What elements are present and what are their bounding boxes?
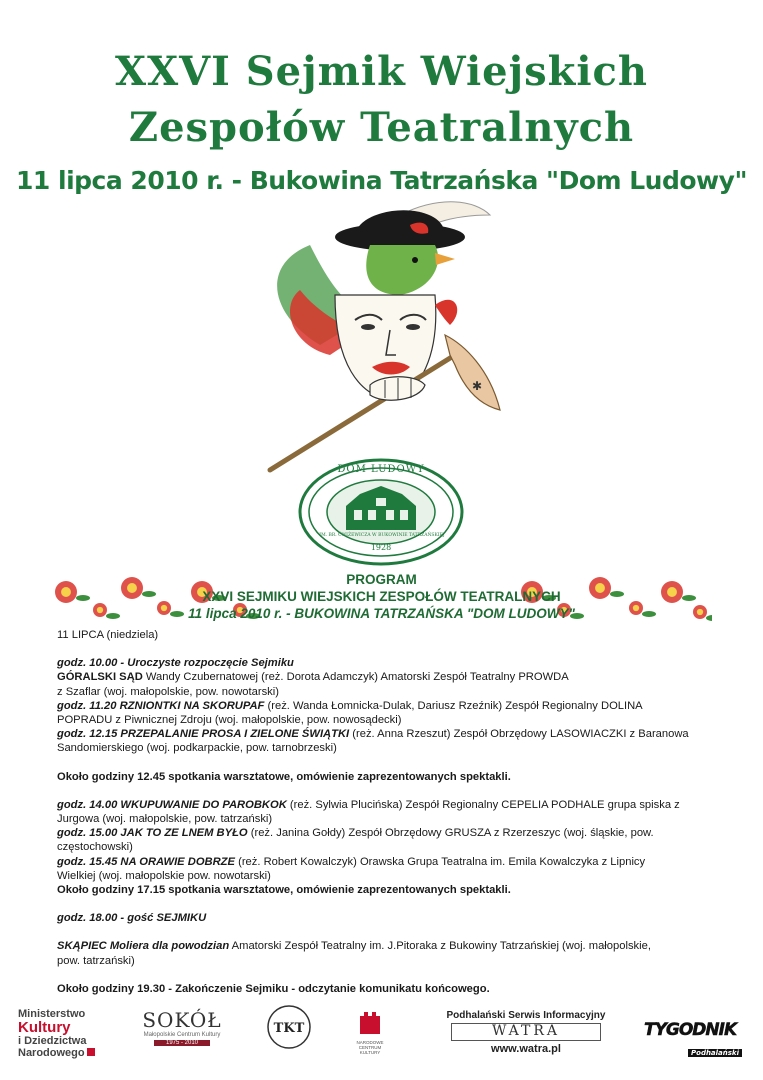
ministry-logo-line: Kultury: [18, 1019, 71, 1036]
program-closing: Około godziny 19.30 - Zakończenie Sejmiku - odczytanie komunikatu końcowego.: [57, 982, 490, 995]
sokol-years: 1975 - 2010: [154, 1040, 210, 1046]
ministry-logo-last: Narodowego: [18, 1047, 85, 1059]
ministry-of-culture-logo: [18, 1008, 118, 1059]
program-heading-line3: 11 lipca 2010 r. - BUKOWINA TATRZAŃSKA "DOM LUDOWY": [188, 606, 575, 621]
watra-name: WATRA: [451, 1023, 601, 1041]
program-heading-line2: XXVI SEJMIKU WIEJSKICH ZESPOŁÓW TEATRALNYCH: [202, 589, 561, 604]
ncc-castle-icon: [360, 1012, 380, 1034]
sokol-logo: [134, 1008, 230, 1046]
program-item-text: (reż. Anna Rzeszut) Zespół Obrzędowy LASOWIACZKI z Baranowa: [349, 728, 689, 741]
program-item: [57, 826, 717, 840]
program-item-text: (reż. Wanda Łomnicka-Dulak, Dariusz Rzeźnik) Zespół Regionalny DOLINA: [264, 699, 643, 712]
program-item-title: godz. 12.15 PRZEPALANIE PROSA I ZIELONE ŚWIĄTKI: [57, 728, 350, 741]
program-item-cont: Jurgowa (woj. małopolskie, pow. tatrzański): [57, 813, 273, 826]
poster-subtitle: 11 lipca 2010 r. - Bukowina Tatrzańska "Dom Ludowy": [16, 166, 747, 195]
program-workshop: Około godziny 12.45 spotkania warsztatowe, omówienie zaprezentowanych spektakli.: [57, 770, 511, 783]
program-list: [57, 628, 717, 996]
sokol-name: SOKÓŁ: [142, 1008, 222, 1032]
program-item-cont: pow. tatrzański): [57, 954, 135, 967]
sokol-subtitle: Małopolskie Centrum Kultury: [143, 1032, 221, 1038]
program-item-cont: Sandomierskiego (woj. podkarpackie, pow. tarnobrzeski): [57, 742, 337, 755]
watra-logo: [428, 1010, 624, 1055]
program-day: 11 LIPCA (niedziela): [57, 629, 159, 641]
ministry-flag-icon: [87, 1048, 95, 1056]
tygodnik-podhalanski-logo: [644, 1020, 740, 1059]
program-item-cont: POPRADU z Piwnicznej Zdroju (woj. małopolskie, pow. nowosądecki): [57, 714, 402, 727]
program-item-title: godz. 14.00 WKUPUWANIE DO PAROBKOK: [57, 798, 287, 811]
program-workshop: Około godziny 17.15 spotkania warsztatowe, omówienie zaprezentowanych spektakli.: [57, 884, 511, 897]
narodowe-centrum-kultury-logo: [352, 1006, 388, 1062]
theatre-mask-illustration: [250, 195, 520, 480]
program-item: [57, 855, 717, 869]
program-item-cont: częstochowski): [57, 841, 133, 854]
program-item: [57, 670, 717, 684]
program-item-text: Amatorski Zespół Teatralny im. J.Pitoraka z Bukowiny Tatrzańskiej (woj. małopolskie,: [229, 940, 651, 953]
program-item-title: godz. 15.00 JAK TO ZE LNEM BYŁO: [57, 827, 248, 840]
ncc-text: NARODOWE: [356, 1040, 384, 1045]
ministry-logo-line: i Dziedzictwa: [18, 1035, 87, 1047]
tkt-text: TKT: [273, 1021, 305, 1036]
program-item: [57, 798, 717, 812]
tkt-logo: [266, 1004, 312, 1050]
poster-title-line1: XXVI Sejmik Wiejskich: [115, 48, 648, 95]
program-item-text: Wandy Czubernatowej (reż. Dorota Adamczyk) Amatorski Zespół Teatralny PROWDA: [142, 671, 569, 684]
rooster-head: [366, 245, 438, 295]
program-item: [57, 727, 717, 741]
program-item-cont: z Szaflar (woj. małopolskie, pow. nowotarski): [57, 685, 279, 698]
seal-top-text: DOM LUDOWY: [337, 464, 425, 475]
program-item-title: GÓRALSKI SĄD: [57, 671, 143, 684]
tygodnik-sub: Podhalański: [688, 1049, 742, 1057]
axe-head: [445, 335, 500, 410]
ncc-text: CENTRUM: [358, 1045, 382, 1050]
seal-year: 1928: [370, 543, 392, 552]
ministry-logo-line: [18, 1047, 118, 1059]
program-item-text: (reż. Sylwia Plucińska) Zespół Regionalny CEPELIA PODHALE grupa spiska z: [286, 798, 680, 811]
sponsor-logos: [0, 998, 763, 1080]
tygodnik-name: TYGODNIK: [644, 1020, 737, 1040]
seal-ring-text: IM. BR. ĆWIŻEWICZA W BUKOWINIE TATRZAŃSKIEJ: [319, 533, 445, 538]
program-item-title: godz. 15.45 NA ORAWIE DOBRZE: [57, 855, 235, 868]
program-guest: godz. 18.00 - gość SEJMIKU: [57, 912, 207, 925]
program-item-title: SKĄPIEC Moliera dla powodzian: [57, 940, 230, 953]
program-item-cont: Wielkiej (woj. małopolskie pow. nowotarski): [57, 869, 271, 882]
program-item-title: godz. 11.20 RZNIONTKI NA SKORUPAF: [57, 699, 265, 712]
poster-title-line2: Zespołów Teatralnych: [128, 104, 635, 151]
program-item: [57, 699, 717, 713]
svg-text:✱: ✱: [472, 379, 483, 393]
program-heading: PROGRAM: [346, 572, 417, 587]
watra-url: www.watra.pl: [491, 1043, 561, 1055]
ministry-logo-line: Ministerstwo: [18, 1008, 86, 1020]
watra-tagline: Podhalański Serwis Informacyjny: [446, 1010, 606, 1021]
ncc-text: KULTURY: [359, 1050, 381, 1055]
program-item: [57, 939, 717, 953]
program-opening: godz. 10.00 - Uroczyste rozpoczęcie Sejmiku: [57, 657, 294, 670]
program-item-text: (reż. Janina Gołdy) Zespół Obrzędowy GRUSZA z Rzerzeszyc (woj. śląskie, pow.: [247, 827, 654, 840]
program-item-text: (reż. Robert Kowalczyk) Orawska Grupa Teatralna im. Emila Kowalczyka z Lipnicy: [234, 855, 646, 868]
